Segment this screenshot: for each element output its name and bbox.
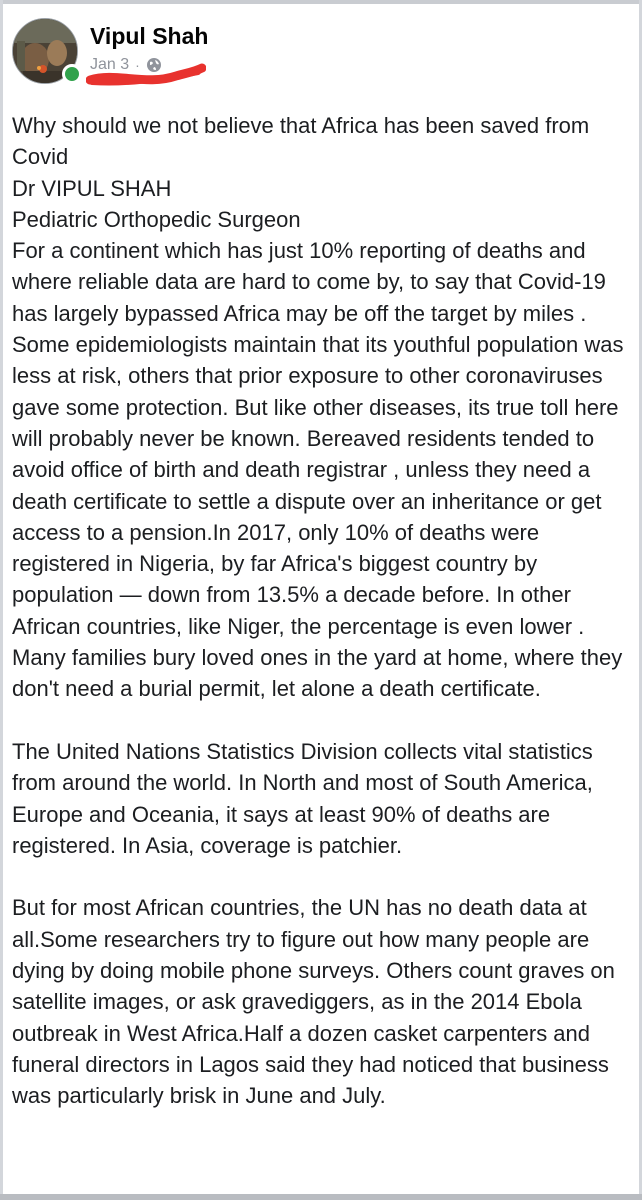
post-paragraph: But for most African countries, the UN has no death data at all.Some researchers try to figure out how many people are dying by doing mobile phone surveys. Others count graves on satellite images, or ask gravediggers, as in the 2014 Ebola outbreak in West Africa.Half a dozen casket carpenters and funeral directors in Lagos said they had noticed that business was particularly brisk in June and July.	[12, 895, 615, 1109]
post-meta	[90, 54, 162, 76]
paragraph-spacer	[12, 861, 630, 892]
author-name[interactable]: Vipul Shah	[90, 23, 209, 49]
post-date[interactable]: Jan 3	[90, 56, 130, 73]
meta-separator: ·	[135, 57, 140, 73]
post-body	[12, 110, 630, 1112]
globe-icon[interactable]	[146, 57, 162, 73]
screen-left-border	[0, 0, 3, 1200]
online-status-indicator	[62, 64, 82, 84]
post-header	[12, 18, 612, 88]
screen-bottom-border	[0, 1194, 642, 1200]
post-paragraph: The United Nations Statistics Division collects vital statistics from around the world. In North and most of South America, Europe and Oceania, it says at least 90% of deaths are registered. In Asia, coverage is patchier.	[12, 738, 593, 858]
paragraph-spacer	[12, 705, 630, 736]
screen-top-border	[0, 0, 642, 4]
post-paragraph: Why should we not believe that Africa has been saved from Covid Dr VIPUL SHAH Pediatric Orthopedic Surgeon For a continent which has just 10% reporting of deaths and where reliable data are hard to come by, to say that Covid-19 has largely bypassed Africa may be off the target by miles . Some epidemiologists maintain that its youthful population was less at risk, others that prior exposure to other coronaviruses gave some protection. But like other diseases, its true toll here will probably never be known. Bereaved residents tended to avoid office of birth and death registrar , unless they need a death certificate to settle a dispute over an inheritance or get access to a pension.In 2017, only 10% of deaths were registered in Nigeria, by far Africa's biggest country by population — down from 13.5% a decade before. In other African countries, like Niger, the percentage is even lower . Many families bury loved ones in the yard at home, where they don't need a burial permit, let alone a death certificate.	[12, 113, 624, 702]
